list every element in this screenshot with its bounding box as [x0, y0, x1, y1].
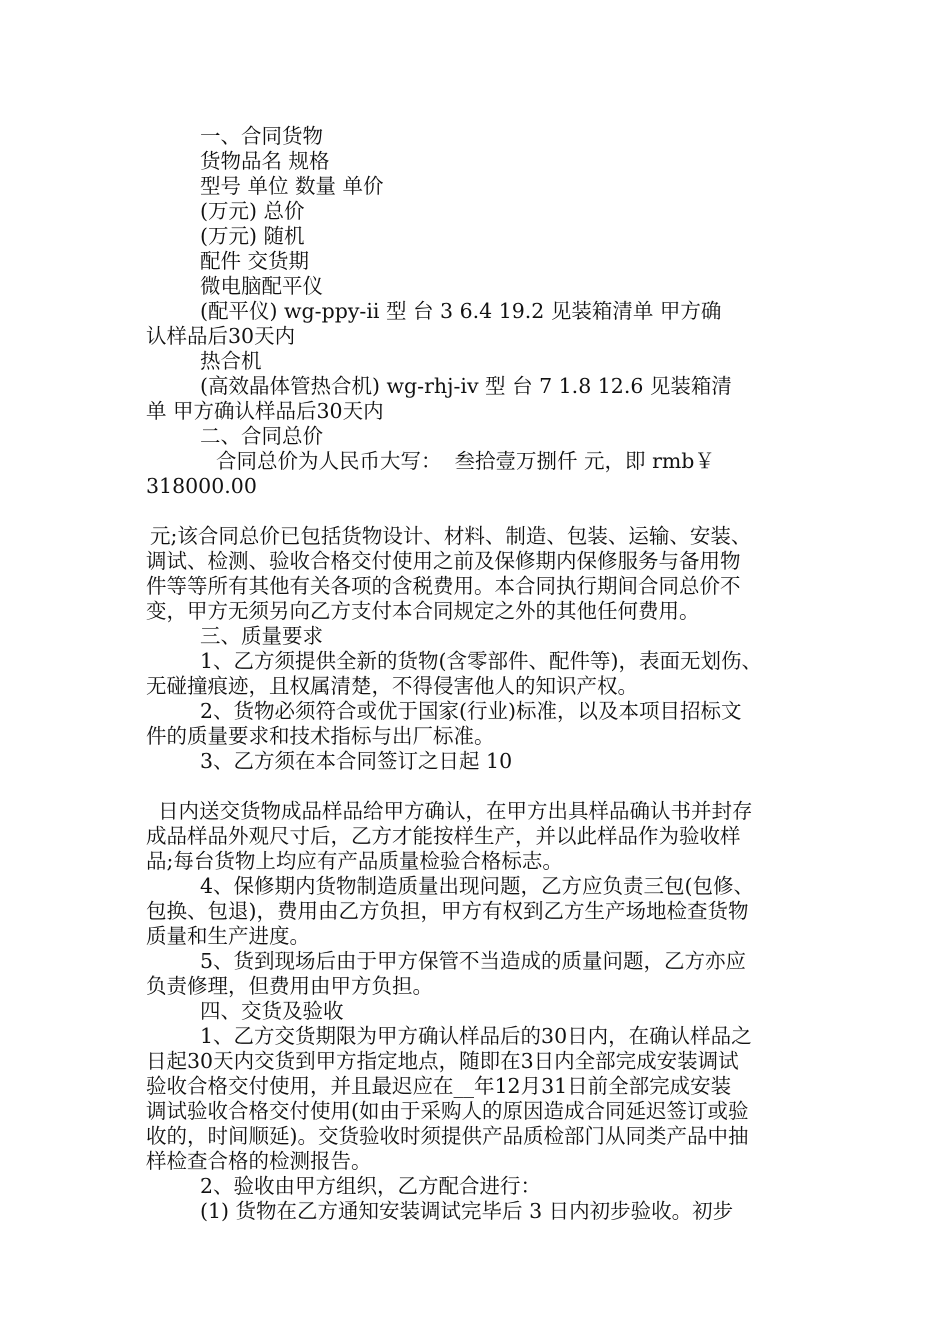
text-line: 包换、包退)，费用由乙方负担，甲方有权到乙方生产场地检查货物 — [146, 899, 749, 923]
text-line: (配平仪) wg-ppy-ii 型 台 3 6.4 19.2 见装箱清单 甲方确 — [200, 299, 722, 323]
text-line: 认样品后30天内 — [146, 324, 296, 348]
section-heading-delivery: 四、交货及验收 — [200, 999, 344, 1023]
text-line: 成品样品外观尺寸后，乙方才能按样生产，并以此样品作为验收样 — [146, 824, 741, 848]
section-heading-total-price: 二、合同总价 — [200, 424, 323, 448]
text-line: 件等等所有其他有关各项的含税费用。本合同执行期间合同总价不 — [146, 574, 741, 598]
text-line: (高效晶体管热合机) wg-rhj-iv 型 台 7 1.8 12.6 见装箱清 — [200, 374, 732, 398]
text-line: (万元) 总价 — [200, 199, 305, 223]
text-line: 质量和生产进度。 — [146, 924, 310, 948]
text-line: 单 甲方确认样品后30天内 — [146, 399, 384, 423]
text-line: 4、保修期内货物制造质量出现问题，乙方应负责三包(包修、 — [200, 874, 755, 898]
text-line: (万元) 随机 — [200, 224, 305, 248]
text-line: 1、乙方须提供全新的货物(含零部件、配件等)，表面无划伤、 — [200, 649, 763, 673]
text-line: 日起30天内交货到甲方指定地点，随即在3日内全部完成安装调试 — [146, 1049, 739, 1073]
section-heading-goods: 一、合同货物 — [200, 124, 323, 148]
text-line: 型号 单位 数量 单价 — [200, 174, 384, 198]
text-line: 1、乙方交货期限为甲方确认样品后的30日内，在确认样品之 — [200, 1024, 752, 1048]
text-line: 调试、检测、验收合格交付使用之前及保修期内保修服务与备用物 — [146, 549, 741, 573]
text-line: 318000.00 — [146, 474, 257, 498]
text-line: 调试验收合格交付使用(如由于采购人的原因造成合同延迟签订或验 — [146, 1099, 749, 1123]
text-line: 负责修理，但费用由甲方负担。 — [146, 974, 433, 998]
text-line: 变，甲方无须另向乙方支付本合同规定之外的其他任何费用。 — [146, 599, 700, 623]
text-line: 样检查合格的检测报告。 — [146, 1149, 372, 1173]
text-line: 合同总价为人民币大写： 叁拾壹万捌仟 元，即 rmb￥ — [216, 449, 715, 473]
text-line: 配件 交货期 — [200, 249, 310, 273]
text-line: 验收合格交付使用，并且最迟应在__年12月31日前全部完成安装 — [146, 1074, 732, 1098]
text-line: 2、货物必须符合或优于国家(行业)标准，以及本项目招标文 — [200, 699, 742, 723]
text-line: 件的质量要求和技术指标与出厂标准。 — [146, 724, 495, 748]
text-line: 3、乙方须在本合同签订之日起 10 — [200, 749, 513, 773]
text-line: (1) 货物在乙方通知安装调试完毕后 3 日内初步验收。初步 — [200, 1199, 734, 1223]
text-line: 收的，时间顺延)。交货验收时须提供产品质检部门从同类产品中抽 — [146, 1124, 749, 1148]
text-line: 品;每台货物上均应有产品质量检验合格标志。 — [146, 849, 563, 873]
section-heading-quality: 三、质量要求 — [200, 624, 323, 648]
text-line: 无碰撞痕迹，且权属清楚，不得侵害他人的知识产权。 — [146, 674, 638, 698]
text-line: 2、验收由甲方组织，乙方配合进行： — [200, 1174, 542, 1198]
text-line: 日内送交货物成品样品给甲方确认，在甲方出具样品确认书并封存 — [158, 799, 753, 823]
text-line: 货物品名 规格 — [200, 149, 330, 173]
text-line: 热合机 — [200, 349, 262, 373]
text-line: 元;该合同总价已包括货物设计、材料、制造、包装、运输、安装、 — [150, 524, 752, 548]
text-line: 5、货到现场后由于甲方保管不当造成的质量问题，乙方亦应 — [200, 949, 747, 973]
text-line: 微电脑配平仪 — [200, 274, 323, 298]
